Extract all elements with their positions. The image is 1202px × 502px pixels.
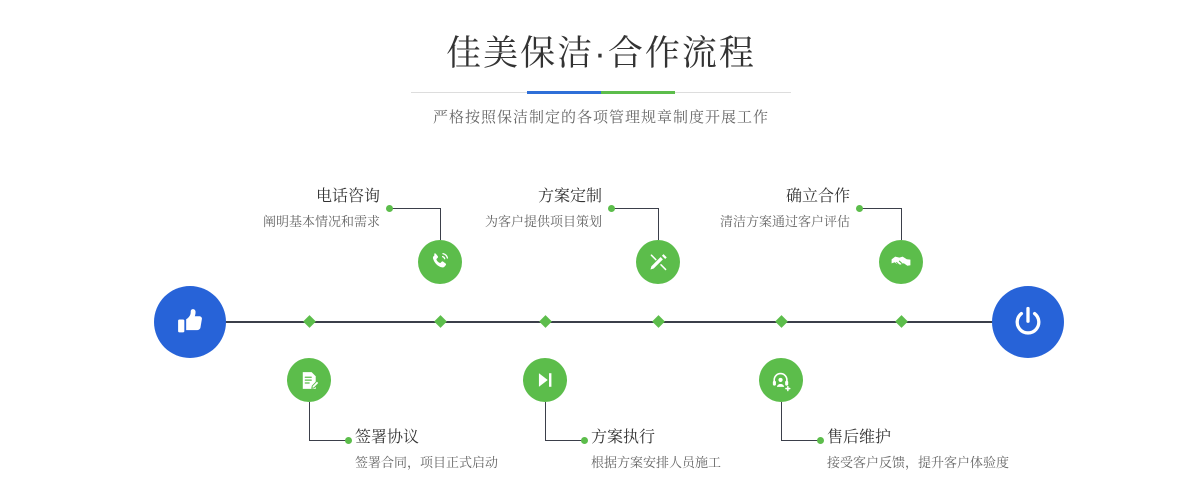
step-title: 售后维护 <box>827 429 892 446</box>
step-label-2 <box>355 427 615 473</box>
timeline-start <box>154 286 226 358</box>
step-node-1 <box>418 240 462 284</box>
connector-endpoint-dot <box>386 205 393 212</box>
step-title: 电话咨询 <box>315 188 380 205</box>
step-desc: 签署合同，项目正式启动 <box>355 455 499 470</box>
connector-endpoint-dot <box>581 437 588 444</box>
pencil-ruler-icon <box>647 251 670 274</box>
step-node-6 <box>759 358 803 402</box>
page-subtitle: 严格按照保洁制定的各项管理规章制度开展工作 <box>432 109 769 126</box>
step-node-4 <box>523 358 567 402</box>
step-title: 方案执行 <box>591 429 656 446</box>
step-title: 签署协议 <box>355 429 420 446</box>
page-title: 佳美保洁·合作流程 <box>446 34 756 73</box>
connector-endpoint-dot <box>608 205 615 212</box>
axis-marker <box>539 315 552 328</box>
axis-marker <box>652 315 665 328</box>
phone-call-icon <box>428 250 452 274</box>
step-node-3 <box>636 240 680 284</box>
step-label-3 <box>400 186 602 232</box>
step-desc: 接受客户反馈，提升客户体验度 <box>827 455 1010 470</box>
power-icon <box>1010 304 1046 340</box>
connector-vertical <box>781 402 782 440</box>
connector-vertical <box>309 402 310 440</box>
play-forward-icon <box>534 369 556 391</box>
thumbs-up-icon <box>173 305 207 339</box>
step-label-6 <box>827 427 1127 473</box>
axis-marker <box>303 315 316 328</box>
document-edit-icon <box>298 369 321 392</box>
divider-accent-blue <box>527 91 601 94</box>
connector-horizontal <box>545 440 585 441</box>
step-desc: 为客户提供项目策划 <box>484 214 602 229</box>
step-node-5 <box>879 240 923 284</box>
step-desc: 根据方案安排人员施工 <box>591 455 722 470</box>
step-label-4 <box>591 427 861 473</box>
handshake-icon <box>889 250 913 274</box>
axis-marker <box>434 315 447 328</box>
title-divider <box>411 91 791 94</box>
connector-horizontal <box>862 208 902 209</box>
timeline-end <box>992 286 1064 358</box>
headset-support-icon <box>770 369 793 392</box>
axis-marker <box>895 315 908 328</box>
connector-vertical <box>545 402 546 440</box>
step-title: 方案定制 <box>537 188 602 205</box>
step-node-2 <box>287 358 331 402</box>
connector-horizontal <box>309 440 349 441</box>
connector-vertical <box>901 208 902 240</box>
divider-accent-green <box>601 91 675 94</box>
step-label-5 <box>640 186 850 232</box>
header <box>0 30 1202 127</box>
step-title: 确立合作 <box>785 188 850 205</box>
step-label-1 <box>150 186 380 232</box>
axis-marker <box>775 315 788 328</box>
connector-endpoint-dot <box>345 437 352 444</box>
connector-endpoint-dot <box>856 205 863 212</box>
step-desc: 清洁方案通过客户评估 <box>719 214 850 229</box>
connector-endpoint-dot <box>817 437 824 444</box>
step-desc: 阐明基本情况和需求 <box>262 214 380 229</box>
connector-horizontal <box>781 440 821 441</box>
